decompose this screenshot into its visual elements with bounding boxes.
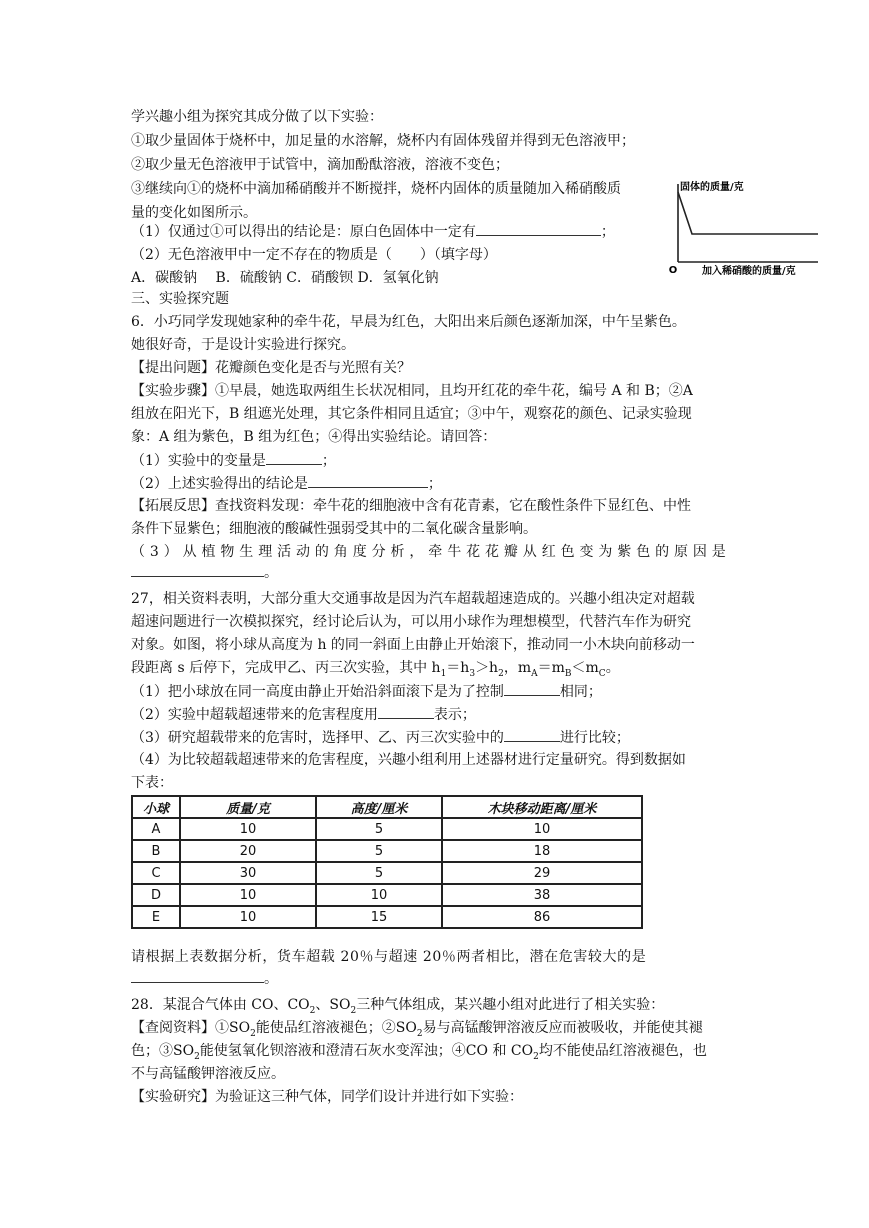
table-row [132,906,642,928]
solid-mass-chart [658,172,858,282]
header-cell: 质量/克 [180,796,316,818]
ball-data-table [131,795,643,929]
answer-blank [378,704,434,719]
q27-line3: 对象。如图，将小球从高度为 h 的同一斜面上由静止开始滚下，推动同一小木块向前移动一 [131,637,695,653]
q27-sub3: （3）研究超载带来的危害时，选择甲、乙、丙三次实验中的 进行比较； [131,727,630,748]
table-row [132,884,642,906]
table-cell: 30 [180,862,316,884]
table-row [132,818,642,840]
q28-line3: 色；$③SO_2$能使氢氧化钡溶液和澄清石灰水变浑浊；④CO 和 $CO_2$均不能使品红溶液褪色，也 [131,1043,707,1062]
answer-blank [131,968,264,983]
q27-line1: 27，相关资料表明，大部分重大交通事故是因为汽车超载超速造成的。兴趣小组决定对超载 [131,591,695,607]
table-cell: 10 [180,906,316,928]
q6-line8: （2）上述实验得出的结论是 ； [131,473,442,494]
table-row [132,840,642,862]
q6-line4: 【实验步骤】①早晨，她选取两组生长状况相同，且均开红花的牵牛花，编号 A 和 B；②A [131,383,693,399]
table-cell: A [132,818,180,840]
q6-line12: 。 [131,562,278,583]
q5-sub1: （1）仅通过①可以得出的结论是：原白色固体中一定有 ； [131,221,615,242]
table-cell: 10 [442,818,642,840]
table-cell: 18 [442,840,642,862]
q6-line5: 组放在阳光下，B 组遮光处理，其它条件相同且适宜；③中午，观察花的颜色、记录实验现 [131,406,692,422]
table-cell: E [132,906,180,928]
table-cell: 5 [316,818,442,840]
table-cell: C [132,862,180,884]
table-cell: 10 [180,884,316,906]
origin-label: O [668,265,678,276]
table-cell: 10 [316,884,442,906]
q6-line9: 【拓展反思】查找资料发现：牵牛花的细胞液中含有花青素，它在酸性条件下显红色、中性 [131,498,691,514]
q28-line1: 28．某混合气体由 CO、$CO_2$、$SO_2$三种气体组成，某兴趣小组对此进行了相关实验： [131,997,665,1016]
answer-blank [504,681,560,696]
q27-sub4b: 下表： [131,775,173,791]
q27-line2: 超速问题进行一次模拟探究，经讨论后认为，可以用小球作为理想模型，代替汽车作为研究 [131,614,691,630]
q28-line4: 不与高锰酸钾溶液反应。 [131,1066,285,1082]
q5-step3b: 量的变化如图所示。 [131,205,257,221]
table-row [132,862,642,884]
answer-blank [476,221,601,236]
answer-blank [266,450,322,465]
table-cell: 10 [180,818,316,840]
table-cell: 5 [316,840,442,862]
q28-line5: 【实验研究】为验证这三种气体，同学们设计并进行如下实验： [131,1089,523,1105]
q27-line4: 段距离 s 后停下，完成甲乙、丙三次实验，其中 $h_1=h_3>h_2$，$m_A=m_B<m_C$。 [131,660,620,679]
q27-sub1: （1）把小球放在同一高度由静止开始沿斜面滚下是为了控制 相同； [131,681,602,702]
q6-line3: 【提出问题】花瓣颜色变化是否与光照有关？ [131,360,411,376]
answer-blank [131,562,264,577]
table-cell: D [132,884,180,906]
q6-line1: 6．小巧同学发现她家种的牵牛花，早晨为红色，大阳出来后颜色逐渐加深，中午呈紫色。 [131,314,686,330]
header-cell: 高度/厘米 [316,796,442,818]
q6-line11: （3）从植物生理活动的角度分析，牵牛花花瓣从红色变为紫色的原因是 [131,544,731,560]
q5-options: A．碳酸钠 B．硫酸钠 C．硝酸钡 D．氢氧化钠 [131,270,439,286]
series-line [678,192,818,234]
section-heading: 三、实验探究题 [131,291,229,307]
answer-blank [504,727,560,742]
table-header-row [132,796,642,818]
table-cell: 15 [316,906,442,928]
table-cell: 5 [316,862,442,884]
table-cell: 29 [442,862,642,884]
q5-intro: 学兴趣小组为探究其成分做了以下实验： [131,109,383,125]
q5-sub2: （2）无色溶液甲中一定不存在的物质是（ ）（填字母） [131,247,497,263]
q28-line2: 【查阅资料】$①SO_2$能使品红溶液褪色；$②SO_2$易与高锰酸钾溶液反应而被吸收，并能使其褪 [131,1020,703,1039]
q5-step1: ①取少量固体于烧杯中，加足量的水溶解，烧杯内有固体残留并得到无色溶液甲； [131,133,635,149]
q27-after2: 。 [131,968,278,989]
q6-line2: 她很好奇，于是设计实验进行探究。 [131,337,355,353]
q5-step2: ②取少量无色溶液甲于试管中，滴加酚酞溶液，溶液不变色； [131,157,509,173]
q6-line7: （1）实验中的变量是 ； [131,450,336,471]
q27-sub2: （2）实验中超载超速带来的危害程度用 表示； [131,704,476,725]
header-cell: 小球 [132,796,180,818]
q5-step3a: ③继续向①的烧杯中滴加稀硝酸并不断搅拌，烧杯内固体的质量随加入稀硝酸质 [131,181,621,197]
x-axis-label: 加入稀硝酸的质量/克 [702,266,796,277]
y-axis-label: 固体的质量/克 [680,182,744,193]
header-cell: 木块移动距离/厘米 [442,796,642,818]
answer-blank [308,473,428,488]
table-cell: 20 [180,840,316,862]
table-cell: 86 [442,906,642,928]
q27-after1: 请根据上表数据分析，货车超载 20％与超速 20％两者相比，潜在危害较大的是 [131,949,647,965]
q6-line10: 条件下显紫色；细胞液的酸碱性强弱受其中的二氧化碳含量影响。 [131,521,537,537]
table-cell: 38 [442,884,642,906]
q27-sub4: （4）为比较超载超速带来的危害程度，兴趣小组利用上述器材进行定量研究。得到数据如 [131,752,686,768]
table-cell: B [132,840,180,862]
q6-line6: 象：A 组为紫色，B 组为红色；④得出实验结论。请回答： [131,429,497,445]
